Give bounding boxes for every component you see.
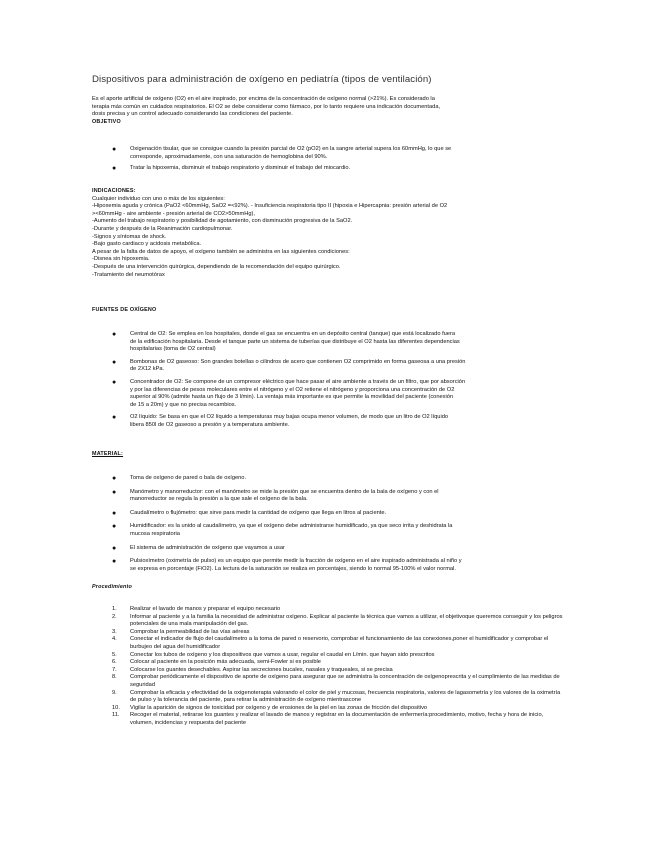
indication-line: ><60mmHg - aire ambiente - presión arterial de CO2>50mmHg), [92,210,255,217]
list-item-text: Conectar los tubos de oxígeno y los dispositivos que vamos a usar, regular el caudal en L/min. que hayan sido prescritos [130,651,435,658]
bullet-icon: ● [112,358,117,366]
list-item [112,510,566,518]
step-number: 11. [112,712,120,719]
indication-line: -Aumento del trabajo respiratorio y posibilidad de agotamiento, con disminución progresiva de la SaO2. [92,218,353,225]
list-item [112,712,566,727]
procedure-list [112,606,566,728]
list-item-text: y por las diferencias de pesos moleculares entre el nitrógeno y el O2 retiene el nitrógeno y proporciona una concentración de O2 [130,386,455,393]
list-item-text: Humidificador: es la unido al caudalímetro, ya que el oxígeno debe administrarse humidificado, ya que seco irrita y deshidrata la [130,523,453,530]
list-item-text: Comprobar periódicamente el dispositivo de aporte de oxígeno para asegurar que se administra la concentración de oxígeno [130,674,445,681]
list-item-text: Oxigenación tisular, que se consigue cuando la presión parcial de O2 (pO2) en la sangre arterial supera los 60mmHg, lo que se [130,146,452,152]
list-item-text: Caudalímetro o flujómetro: que sirve para medir la cantidad de oxígeno que llega en litros al paciente. [130,509,387,516]
step-number: 2. [112,613,117,620]
step-number: 9. [112,689,117,696]
indication-line: A pesar de la falta de datos de apoyo, el oxígeno también se administra en las siguientes condiciones: [92,248,350,255]
list-item [112,614,566,629]
sources-heading: FUENTES DE OXÍGENO [92,307,157,313]
list-item [112,636,566,651]
objectives-list [112,146,566,173]
step-number: 10. [112,704,120,711]
indication-line: Cualquier individuo con uno o más de los siguientes: [92,195,225,202]
list-item-text: corresponde, aproximadamente, con una saturación de hemoglobina del 90%. [130,153,328,160]
indication-line: -Disnea sin hipoxemia. [92,256,150,263]
list-item-text: gasometría y los valores de la oximetría de pulso y la tolerancia del paciente, para retirar la administración de oxígeno mientras [130,689,561,704]
list-item [112,359,566,374]
list-item-text: Comprobar la permeabilidad de las vías aéreas [130,628,250,635]
material-heading-wrap [92,451,572,459]
list-item-text: Manómetro y manorreductor: con el manómetro se mide la presión que se encuentra dentro de la bala de oxígeno y con el [130,488,439,495]
bullet-icon: ● [112,509,117,517]
list-item-text: Concentrador de O2: Se compone de un compresor eléctrico que hace pasar el aire ambiente a través de un filtro, que por absorción [130,378,466,385]
list-item [112,674,566,689]
bullet-icon: ● [112,331,117,338]
list-item-text: Conectar el indicador de flujo del caudalímetro a la toma de pared o reservorio, comprobar el funcionamiento de las conexiones, [130,636,454,643]
list-item-text: de 2X12 kPa. [130,366,165,373]
list-item-text: que queremos conseguir y los peligros potenciales de una mala manipulación del gas. [130,613,563,628]
intro-line: dosis precisa y un control adecuado considerando las condiciones del paciente. [92,111,293,118]
indication-line: -Tratamiento del neumotórax [92,271,165,278]
list-item-text: Pulsioxímetro (oximetría de pulso) es un equipo que permite medir la fracción de oxígeno en el aire inspirado administrada al niño y [130,558,462,565]
list-item [112,165,566,173]
list-item [112,606,566,614]
step-number: 6. [112,659,117,666]
list-item-text: procedimiento, motivo, fecha y hora de inicio, volumen, incidencias y respuesta del paciente [130,712,544,726]
list-item-text: mucosa respiratoria [130,530,180,537]
list-item-text: libera 850l de O2 gaseoso a presión y a temperatura ambiente. [130,421,290,428]
list-item [112,414,566,429]
list-item-text: Realizar el lavado de manos y preparar el equipo necesario [130,606,281,612]
bullet-icon: ● [112,544,117,552]
list-item-text: poner el humidificador y comprobar el burbujeo del agua del humidificador [130,636,549,650]
list-item-text: cone [348,697,362,704]
objective-heading: OBJETIVO [92,118,121,125]
list-item [112,545,566,553]
list-item [112,705,566,713]
procedure-heading-wrap [92,584,572,592]
intro-paragraph [92,96,572,126]
list-item-text: El sistema de administración de oxígeno que vayamos a usar [130,544,285,551]
material-heading: MATERIAL: [92,451,124,457]
step-number: 4. [112,636,117,643]
page-title: Dispositivos para administración de oxígeno en pediatría (tipos de ventilación) [92,74,432,85]
list-item [112,331,566,354]
list-item-text: se expresa en porcentaje (FiO2). La lectura de la saturación se realiza en porcentajes, siendo lo normal 95-100% el valor normal. [130,565,456,572]
list-item-text: Tratar la hipoxemia, disminuir el trabajo respiratorio y disminuir el trabajo del miocardio. [130,165,351,172]
list-item-text: Comprobar la eficacia y efectividad de la oxigenoterapia valorando el color de piel y mucosas, frecuencia respiratoria, valores de la [130,689,460,696]
list-item [112,629,566,637]
list-item-text: prescrita y el cumplimiento de las medidas de seguridad [130,674,560,688]
step-number: 8. [112,674,117,681]
step-number: 1. [112,606,117,612]
list-item-text: Recoger el material, retirarse los guantes y realizar el lavado de manos y registrar en la documentación de enfermería: [130,712,430,719]
intro-line: Es el aporte artificial de oxígeno (O2) en el aire inspirado, por encima de la concentración de oxígeno normal (>21%). Es considerado la [92,96,435,102]
list-item-text: superior al 90% (admite hasta un flujo de 3 l/min). La ventaja más importante es que permite la movilidad del paciente (conexión [130,394,454,401]
sources-list [112,331,566,430]
bullet-icon: ● [112,414,117,422]
indication-line: -Hipoxemia aguda y crónica (PaO2 <60mmHg, SaO2 =<92%). - Insuficiencia respiratoria tipo II (hipoxia e Hipercapnia: presión arterial de O2 [92,203,448,210]
sources-heading-wrap [92,307,572,315]
list-item [112,475,566,483]
list-item [112,146,566,161]
list-item [112,690,566,705]
list-item-text: Central de O2: Se emplea en los hospitales, donde el gas se encuentra en un depósito central (tanque) que está localizado fuera [130,331,456,337]
list-item [112,523,566,538]
step-number: 5. [112,651,117,658]
list-item-text: de la edificación hospitalaria. Desde el tanque parte un sistema de tuberías que distribuye el O2 hasta las diferentes dependencias [130,338,460,345]
bullet-icon: ● [112,378,117,386]
list-item-text: O2 líquido: Se basa en que el O2 líquido a temperaturas muy bajas ocupa menor volumen, de modo que un litro de O2 líquido [130,414,449,421]
list-item [112,558,566,573]
indication-line: -Bajo gasto cardiaco y acidosis metabólica. [92,241,202,248]
indications-section [92,188,572,279]
list-item [112,667,566,675]
list-item-text: Colocarse los guantes desechables. Aspirar las secreciones bucales, nasales y traqueales, si se precisa [130,666,393,673]
list-item-text: Vigilar la aparición de signos de toxicidad por oxígeno y de erosiones de la piel en las zonas de fricción del dispositivo [130,704,428,711]
list-item [112,379,566,409]
bullet-icon: ● [112,488,117,496]
list-item-text: Toma de oxígeno de pared o bala de oxígeno. [130,475,247,481]
list-item-text: de 15 a 20m) y que no precisa recambios. [130,401,237,408]
intro-line: terapia más común en cuidados respiratorios. El O2 se debe considerar como fármaco, por lo tanto requiere una indicación documentada, [92,103,441,110]
indication-line: -Después de una intervención quirúrgica, dependiendo de la recomendación del equipo quirúrgico. [92,263,341,270]
list-item-text: Bombonas de O2 gaseoso: Son grandes botellas o cilindros de acero que contienen O2 comprimido en forma gaseosa a una presión [130,358,466,365]
procedure-heading: Procedimiento [92,584,133,590]
bullet-icon: ● [112,475,117,482]
step-number: 3. [112,628,117,635]
indication-line: -Durante y después de la Reanimación cardiopulmonar. [92,225,233,232]
materials-list [112,475,566,573]
list-item-text: Informar al paciente y a la familia la necesidad de administrar oxígeno. Explicar al paciente la técnica que vamos a utilizar, el objetivo [130,613,466,620]
list-item-text: hospitalarias (toma de O2 central) [130,346,216,353]
indication-line: -Signos y síntomas de shock. [92,233,167,240]
indications-heading: INDICACIONES: [92,188,136,194]
list-item [112,659,566,667]
list-item-text: manorreductor se regula la presión a la que sale el oxígeno de la bala. [130,496,308,503]
step-number: 7. [112,666,117,673]
bullet-icon: ● [112,558,117,566]
bullet-icon: ● [112,165,117,173]
bullet-icon: ● [112,523,117,531]
list-item-text: Colocar al paciente en la posición más adecuada, semi-Fowler si es posible [130,659,321,666]
list-item [112,652,566,660]
list-item [112,489,566,504]
bullet-icon: ● [112,146,117,153]
